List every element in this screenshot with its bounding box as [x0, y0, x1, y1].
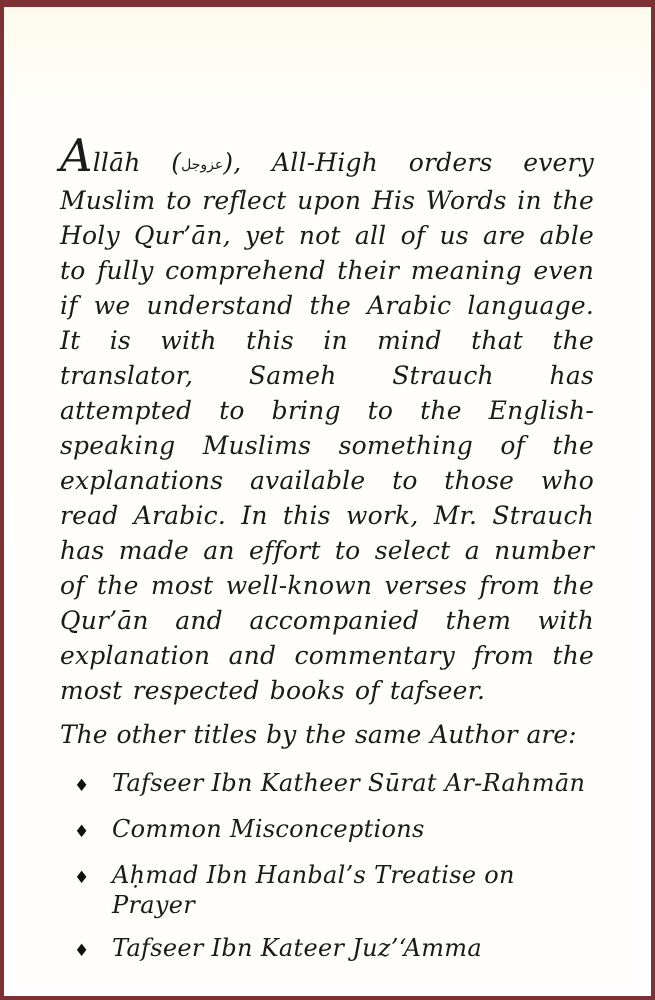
intro-paragraph: [60, 129, 594, 708]
book-title: Aḥmad Ibn Hanbal’s Treatise on Prayer: [112, 861, 515, 919]
diamond-bullet-icon: ♦: [74, 822, 90, 842]
book-title: Tafseer Ibn Katheer Sūrat Ar-Rahmān: [112, 769, 586, 797]
paragraph-body-text: ), All-High orders every Muslim to reflect upon His Words in the Holy Qur’ān, yet not all of us are able to fully comprehend their meaning even if we understand the Arabic language. It is with this in mind that the translator, Sameh Strauch has attempted to bring to the English-speaking Muslims something of the explanations available to those who read Arabic. In this work, Mr. Strauch has made an effort to select a number of the most well-known verses from the Qur’ān and accompanied them with explanation and commentary from the most respected books of tafseer.: [60, 148, 594, 705]
book-title: Tafseer Ibn Kateer Juz’‘Amma: [112, 934, 482, 962]
diamond-bullet-icon: ♦: [74, 868, 90, 888]
book-title: Common Misconceptions: [112, 815, 425, 843]
list-intro: The other titles by the same Author are:: [60, 720, 577, 749]
page-content: [4, 7, 651, 966]
list-item: [60, 768, 594, 801]
drop-cap: A: [60, 129, 93, 182]
diamond-bullet-icon: ♦: [74, 941, 90, 961]
list-item: [60, 860, 594, 920]
titles-list: [60, 768, 594, 966]
diamond-bullet-icon: ♦: [74, 776, 90, 796]
honorific-symbol: عزوجل: [181, 157, 224, 173]
opening-word: llāh (: [92, 148, 182, 177]
list-item: [60, 933, 594, 966]
list-item: [60, 814, 594, 847]
